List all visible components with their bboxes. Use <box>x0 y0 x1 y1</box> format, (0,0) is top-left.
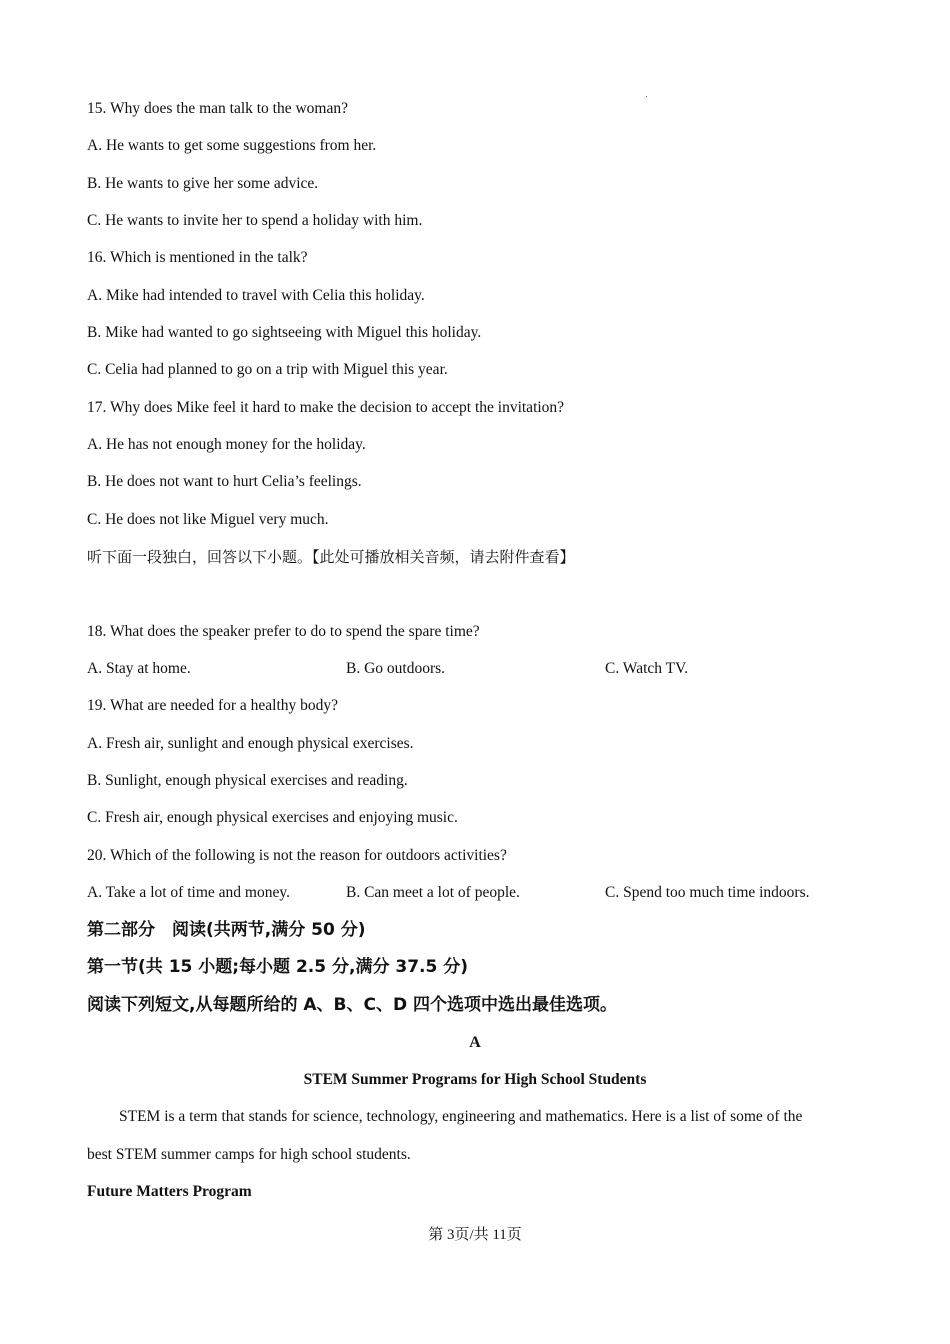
subheading-future-matters: Future Matters Program <box>87 1183 252 1200</box>
question-17: 17. Why does Mike feel it hard to make the decision to accept the invitation? <box>87 399 565 416</box>
passage-title: STEM Summer Programs for High School Students <box>303 1071 647 1088</box>
q15-option-a: A. He wants to get some suggestions from her. <box>87 137 377 154</box>
paragraph-line-2: best STEM summer camps for high school students. <box>87 1146 411 1163</box>
paragraph-line-1: STEM is a term that stands for science, technology, engineering and mathematics. Here is a list of some of the <box>119 1108 803 1125</box>
q17-option-c: C. He does not like Miguel very much. <box>87 511 329 528</box>
q17-option-a: A. He has not enough money for the holiday. <box>87 436 366 453</box>
q18-option-a: A. Stay at home. <box>87 660 191 677</box>
q20-option-c: C. Spend too much time indoors. <box>605 884 810 901</box>
q19-option-c: C. Fresh air, enough physical exercises and enjoying music. <box>87 809 458 826</box>
question-16: 16. Which is mentioned in the talk? <box>87 249 308 266</box>
q15-option-b: B. He wants to give her some advice. <box>87 175 319 192</box>
q20-option-a: A. Take a lot of time and money. <box>87 884 290 901</box>
q20-option-b: B. Can meet a lot of people. <box>346 884 520 901</box>
passage-letter: A <box>469 1034 481 1051</box>
question-18: 18. What does the speaker prefer to do to spend the spare time? <box>87 623 480 640</box>
q16-option-c: C. Celia had planned to go on a trip with Miguel this year. <box>87 361 448 378</box>
q18-option-b: B. Go outdoors. <box>346 660 446 677</box>
q15-option-c: C. He wants to invite her to spend a holiday with him. <box>87 212 423 229</box>
reading-instruction: 阅读下列短文,从每题所给的 A、B、C、D 四个选项中选出最佳选项。 <box>87 995 617 1015</box>
part-two-title: 第二部分 阅读(共两节,满分 50 分) <box>87 920 366 940</box>
q18-option-c: C. Watch TV. <box>605 660 689 677</box>
monologue-instruction: 听下面一段独白，回答以下小题。【此处可播放相关音频，请去附件查看】 <box>87 548 575 566</box>
question-19: 19. What are needed for a healthy body? <box>87 697 339 714</box>
scan-dot <box>646 96 647 97</box>
question-15: 15. Why does the man talk to the woman? <box>87 100 349 117</box>
section-one-title: 第一节(共 15 小题;每小题 2.5 分,满分 37.5 分) <box>87 957 469 977</box>
q17-option-b: B. He does not want to hurt Celia’s feelings. <box>87 473 362 490</box>
q19-option-a: A. Fresh air, sunlight and enough physical exercises. <box>87 735 414 752</box>
q16-option-a: A. Mike had intended to travel with Celia this holiday. <box>87 287 425 304</box>
page-footer: 第 3页/共 11页 <box>428 1227 522 1243</box>
question-20: 20. Which of the following is not the reason for outdoors activities? <box>87 847 507 864</box>
q19-option-b: B. Sunlight, enough physical exercises and reading. <box>87 772 408 789</box>
q16-option-b: B. Mike had wanted to go sightseeing with Miguel this holiday. <box>87 324 482 341</box>
